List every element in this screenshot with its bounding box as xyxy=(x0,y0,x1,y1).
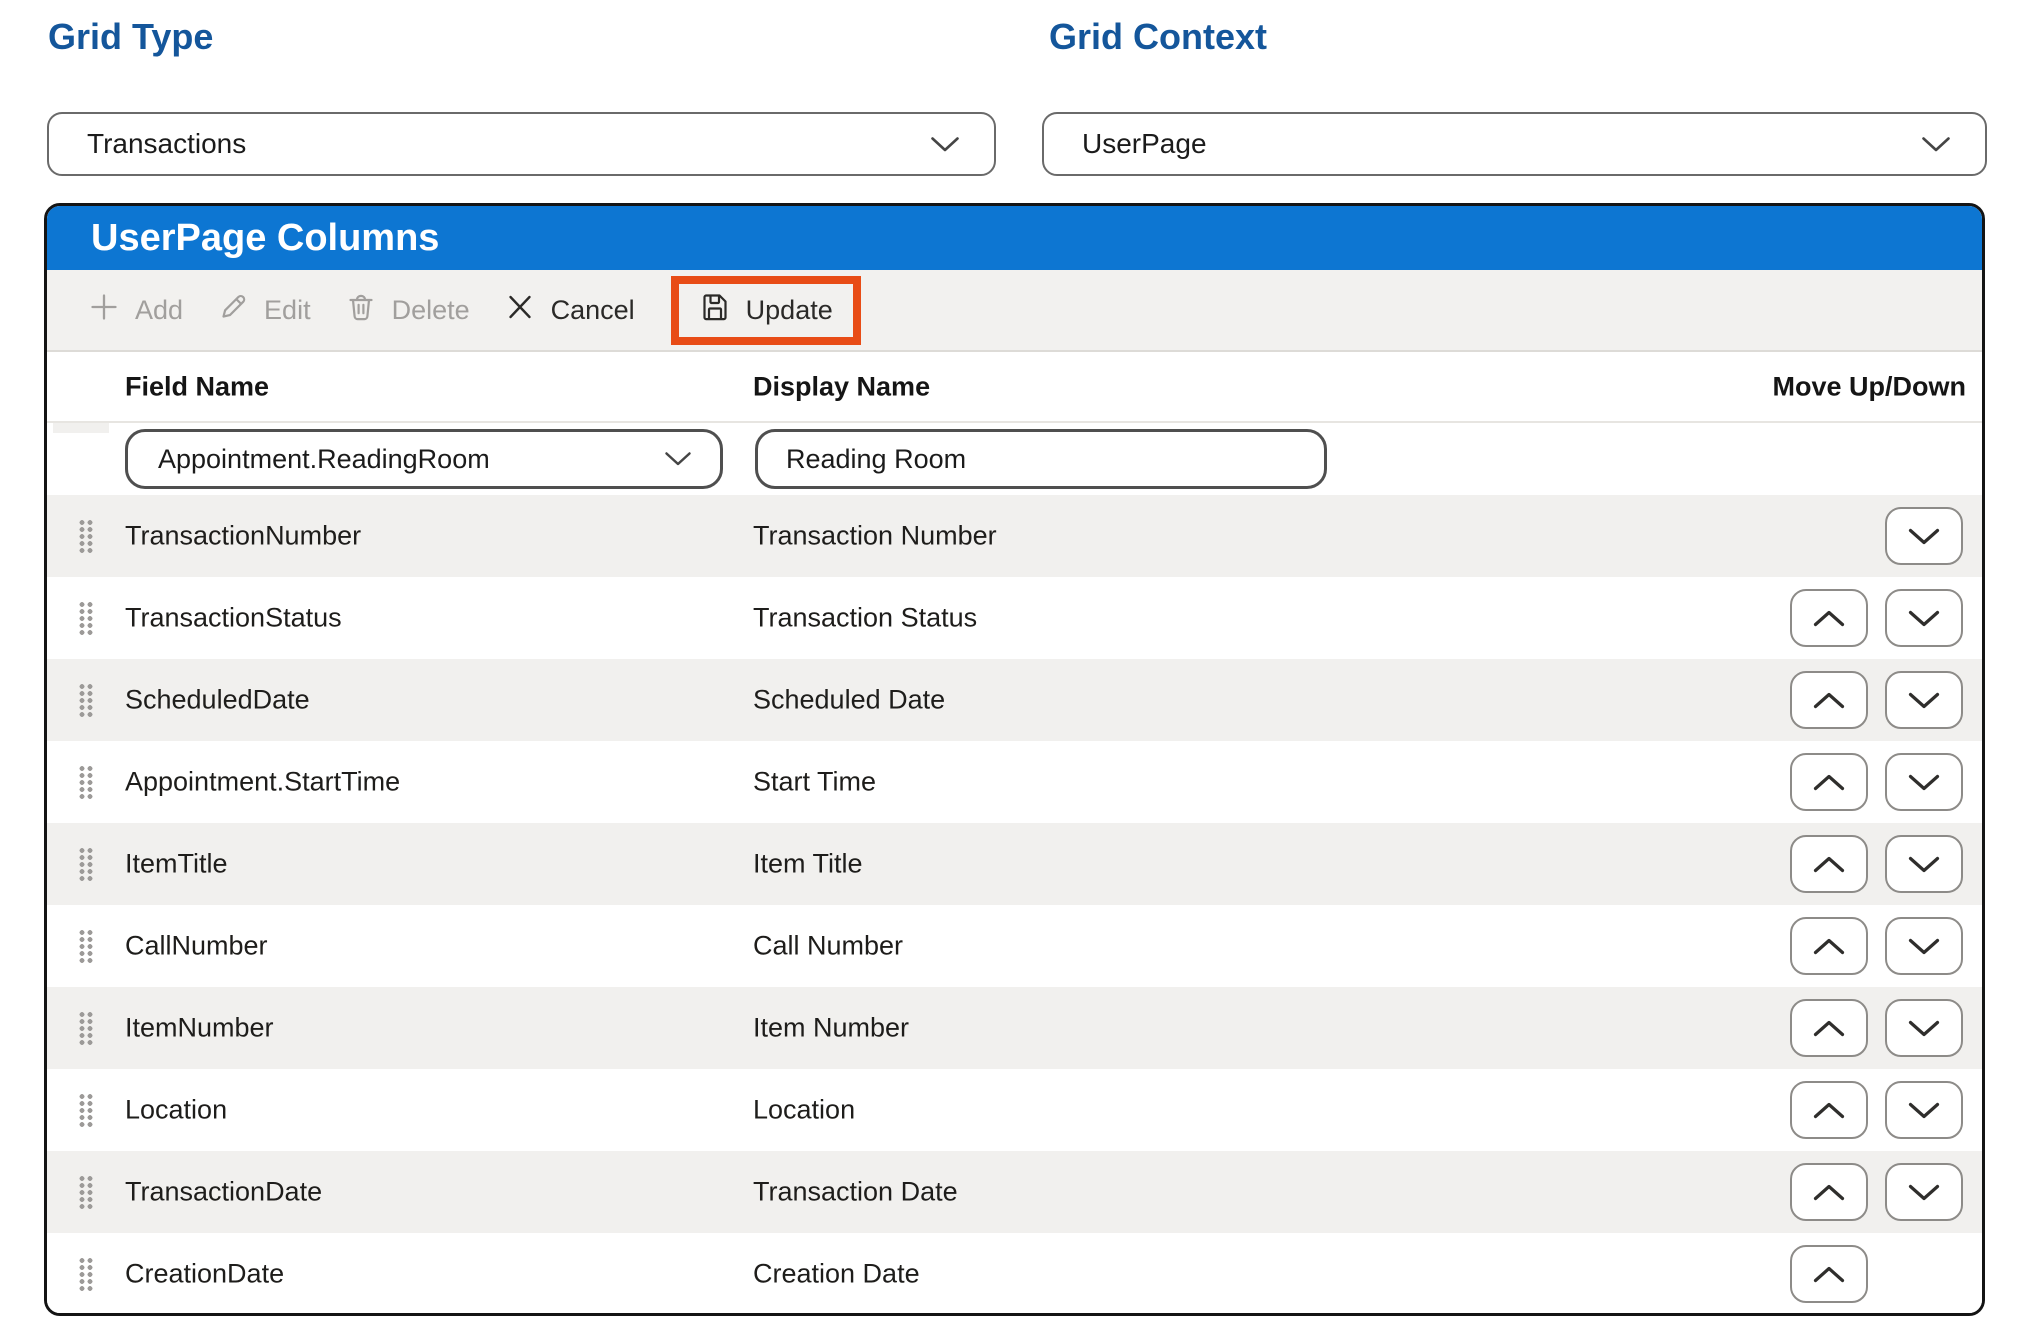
move-up-button[interactable] xyxy=(1790,671,1868,729)
move-up-button[interactable] xyxy=(1790,753,1868,811)
edit-row xyxy=(47,423,1982,495)
panel-title: UserPage Columns xyxy=(91,216,440,259)
cancel-button-label: Cancel xyxy=(550,294,635,325)
x-icon xyxy=(504,291,536,330)
move-down-button[interactable] xyxy=(1885,589,1963,647)
edit-row-left-notch xyxy=(53,423,109,433)
update-button[interactable] xyxy=(699,291,833,330)
field-name-cell: TransactionDate xyxy=(125,1176,323,1207)
table-row[interactable] xyxy=(47,987,1982,1069)
grid-rows xyxy=(47,495,1982,1315)
edit-button-label: Edit xyxy=(264,294,311,325)
move-down-button[interactable] xyxy=(1885,835,1963,893)
field-name-cell: CreationDate xyxy=(125,1258,285,1289)
table-row[interactable] xyxy=(47,905,1982,987)
grid-context-select[interactable] xyxy=(1042,112,1987,176)
floppy-disk-icon xyxy=(699,291,731,330)
grid-type-label: Grid Type xyxy=(48,16,214,57)
chevron-down-icon xyxy=(1921,136,1951,153)
move-down-button[interactable] xyxy=(1885,671,1963,729)
table-row[interactable] xyxy=(47,659,1982,741)
table-row[interactable] xyxy=(47,1069,1982,1151)
field-name-cell: ItemTitle xyxy=(125,848,228,879)
table-row[interactable] xyxy=(47,577,1982,659)
move-down-button[interactable] xyxy=(1885,1081,1963,1139)
table-row[interactable] xyxy=(47,495,1982,577)
grid-type-select[interactable] xyxy=(47,112,996,176)
move-up-button[interactable] xyxy=(1790,835,1868,893)
drag-handle-icon[interactable] xyxy=(78,1175,94,1209)
drag-handle-icon[interactable] xyxy=(78,847,94,881)
add-button[interactable] xyxy=(88,291,183,330)
move-down-button[interactable] xyxy=(1885,1163,1963,1221)
drag-handle-icon[interactable] xyxy=(78,1093,94,1127)
drag-handle-icon[interactable] xyxy=(78,601,94,635)
move-up-button[interactable] xyxy=(1790,1163,1868,1221)
drag-handle-icon[interactable] xyxy=(78,929,94,963)
edit-button[interactable] xyxy=(217,291,311,330)
chevron-down-icon xyxy=(664,451,692,467)
field-name-cell: TransactionNumber xyxy=(125,520,362,551)
display-name-cell: Creation Date xyxy=(753,1258,920,1289)
table-row[interactable] xyxy=(47,1233,1982,1315)
drag-handle-icon[interactable] xyxy=(78,519,94,553)
move-down-button[interactable] xyxy=(1885,917,1963,975)
table-row[interactable] xyxy=(47,741,1982,823)
field-name-cell: Location xyxy=(125,1094,228,1125)
pencil-icon xyxy=(217,291,249,330)
field-name-selected-value: Appointment.ReadingRoom xyxy=(158,443,490,474)
field-name-cell: TransactionStatus xyxy=(125,602,342,633)
toolbar xyxy=(47,270,1982,352)
move-up-button[interactable] xyxy=(1790,917,1868,975)
table-row[interactable] xyxy=(47,823,1982,905)
move-up-button[interactable] xyxy=(1790,1245,1868,1303)
display-name-cell: Start Time xyxy=(753,766,877,797)
update-button-label: Update xyxy=(745,294,833,325)
display-name-cell: Location xyxy=(753,1094,856,1125)
delete-button[interactable] xyxy=(345,291,470,330)
display-name-cell: Transaction Date xyxy=(753,1176,958,1207)
move-up-button[interactable] xyxy=(1790,589,1868,647)
grid-type-selected-value: Transactions xyxy=(87,128,247,159)
panel-header xyxy=(47,206,1982,270)
drag-handle-icon[interactable] xyxy=(78,1257,94,1291)
add-button-label: Add xyxy=(135,294,184,325)
display-name-cell: Transaction Status xyxy=(753,602,978,633)
userpage-columns-panel xyxy=(44,203,1985,1316)
display-name-column-header: Display Name xyxy=(753,371,931,401)
plus-icon xyxy=(88,291,120,330)
move-down-button[interactable] xyxy=(1885,753,1963,811)
field-name-cell: Appointment.StartTime xyxy=(125,766,401,797)
field-name-cell: ScheduledDate xyxy=(125,684,310,715)
delete-button-label: Delete xyxy=(391,294,470,325)
trash-icon xyxy=(345,291,377,330)
display-name-cell: Transaction Number xyxy=(753,520,997,551)
drag-handle-icon[interactable] xyxy=(78,765,94,799)
move-updown-column-header: Move Up/Down xyxy=(1772,371,1966,401)
display-name-cell: Call Number xyxy=(753,930,904,961)
column-header-row xyxy=(47,352,1982,423)
move-up-button[interactable] xyxy=(1790,1081,1868,1139)
field-name-cell: ItemNumber xyxy=(125,1012,274,1043)
move-down-button[interactable] xyxy=(1885,507,1963,565)
cancel-button[interactable] xyxy=(504,291,635,330)
drag-handle-icon[interactable] xyxy=(78,683,94,717)
grid-context-selected-value: UserPage xyxy=(1082,128,1207,159)
move-up-button[interactable] xyxy=(1790,999,1868,1057)
grid-context-label: Grid Context xyxy=(1049,16,1268,57)
display-name-cell: Scheduled Date xyxy=(753,684,946,715)
table-row[interactable] xyxy=(47,1151,1982,1233)
update-highlight-box xyxy=(671,276,861,345)
display-name-cell: Item Number xyxy=(753,1012,910,1043)
field-name-column-header: Field Name xyxy=(125,371,270,401)
move-down-button[interactable] xyxy=(1885,999,1963,1057)
chevron-down-icon xyxy=(930,136,960,153)
display-name-cell: Item Title xyxy=(753,848,863,879)
field-name-select[interactable] xyxy=(125,429,723,489)
field-name-cell: CallNumber xyxy=(125,930,268,961)
drag-handle-icon[interactable] xyxy=(78,1011,94,1045)
display-name-input[interactable] xyxy=(755,429,1327,489)
